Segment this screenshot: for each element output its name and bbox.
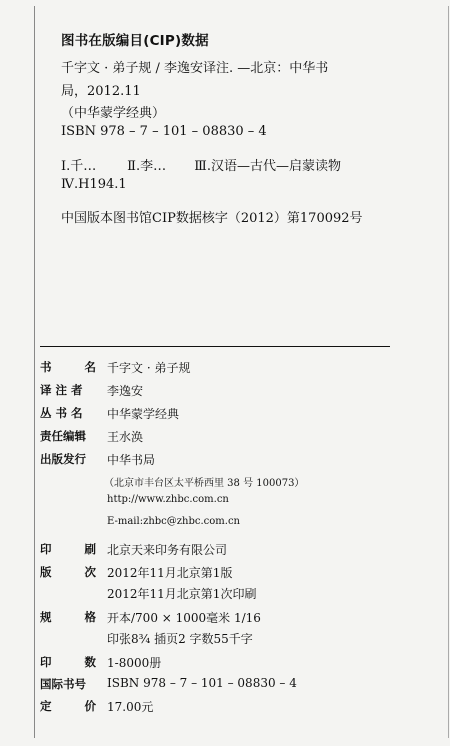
publisher-address: （北京市丰台区太平桥西里 38 号 100073） xyxy=(104,478,305,489)
annotator: 李逸安 xyxy=(107,384,144,398)
publisher: 中华书局 xyxy=(107,453,156,467)
editor: 王水涣 xyxy=(107,430,144,444)
edition: 2012年11月北京第1版 xyxy=(107,566,233,580)
price-label: 定 价 xyxy=(40,699,96,713)
book-name-label: 书 名 xyxy=(40,360,96,374)
print-count: 1-8000册 xyxy=(107,656,162,670)
editor-label: 责任编辑 xyxy=(40,429,86,443)
printing: 2012年11月北京第1次印刷 xyxy=(107,587,257,601)
price: 17.00元 xyxy=(107,700,154,714)
annotator-label: 译 注 者 xyxy=(40,383,83,397)
printer: 北京天来印务有限公司 xyxy=(107,543,228,557)
spec-label: 规 格 xyxy=(40,610,96,624)
print-count-label: 印 数 xyxy=(40,655,96,669)
cip-class-item-2: Ⅱ.李… xyxy=(127,159,167,174)
cip-line-series: （中华蒙学经典） xyxy=(61,106,166,121)
cip-title: 图书在版编目(CIP)数据 xyxy=(61,33,209,49)
printer-label: 印 刷 xyxy=(40,542,96,556)
cip-class-item-1: Ⅰ.千… xyxy=(61,159,97,174)
book-name: 千字文 · 弟子规 xyxy=(107,361,191,375)
isbn: ISBN 978 – 7 – 101 – 08830 – 4 xyxy=(107,676,297,690)
series: 中华蒙学经典 xyxy=(107,407,180,421)
cip-line-publisher-date: 局，2012.11 xyxy=(61,84,141,99)
isbn-label: 国际书号 xyxy=(40,677,86,691)
cip-class-code: Ⅳ.H194.1 xyxy=(61,177,127,192)
spec-format: 开本/700 × 1000毫米 1/16 xyxy=(107,611,261,625)
series-label: 丛 书 名 xyxy=(40,406,83,420)
cip-classification xyxy=(61,155,341,174)
cip-class-item-3: Ⅲ.汉语—古代—启蒙读物 xyxy=(194,159,341,174)
cip-line-author: 千字文 · 弟子规 / 李逸安译注. —北京：中华书 xyxy=(61,61,329,76)
cip-data-number: 中国版本图书馆CIP数据核字（2012）第170092号 xyxy=(61,211,363,226)
section-divider xyxy=(40,346,390,347)
spec-sheets: 印张8¾ 插页2 字数55千字 xyxy=(107,632,253,646)
publisher-website: http://www.zhbc.com.cn xyxy=(107,494,229,505)
publisher-email: E-mail:zhbc@zhbc.com.cn xyxy=(107,516,240,527)
cip-line-isbn: ISBN 978 – 7 – 101 – 08830 – 4 xyxy=(61,124,267,139)
publisher-label: 出版发行 xyxy=(40,452,86,466)
edition-label: 版 次 xyxy=(40,565,96,579)
